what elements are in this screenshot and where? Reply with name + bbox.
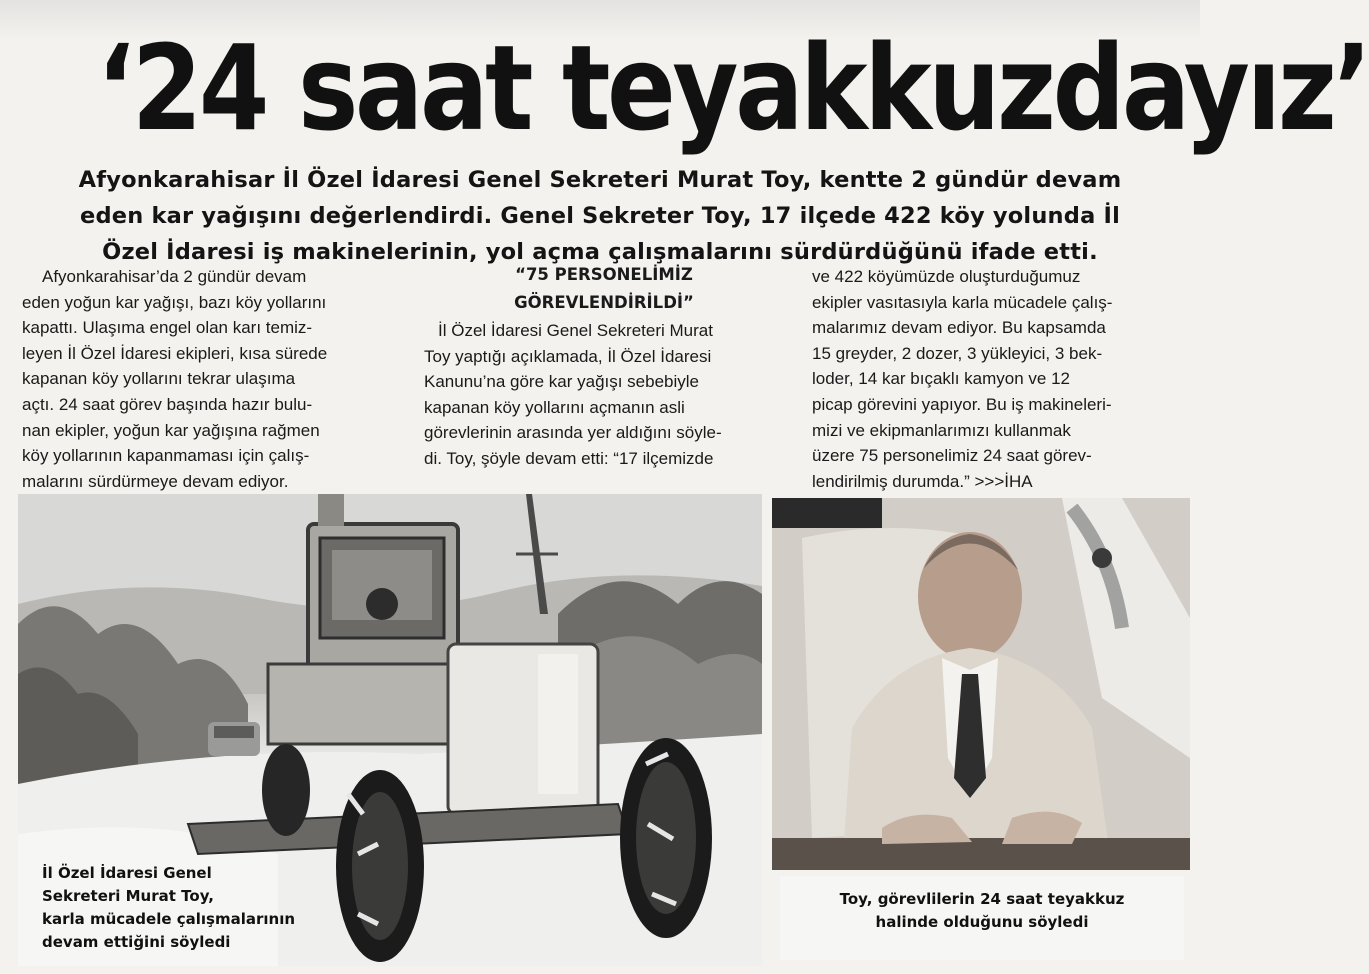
subheading-line: “75 PERSONELİMİZ — [515, 265, 693, 284]
body-line: mizi ve ekipmanlarımızı kullanmak — [812, 420, 1071, 440]
caption-line: karla mücadele çalışmalarının — [42, 910, 296, 928]
lead-line: Özel İdaresi iş makinelerinin, yol açma çalışmalarını sürdürdüğünü ifade etti. — [102, 239, 1098, 265]
body-line: di. Toy, şöyle devam etti: “17 ilçemizde — [424, 448, 714, 468]
article-column-3 — [812, 264, 1192, 494]
body-line: eden yoğun kar yağışı, bazı köy yollarını — [22, 292, 327, 312]
body-line: ekipler vasıtasıyla karla mücadele çalış- — [812, 292, 1113, 312]
body-line: açtı. 24 saat görev başında hazır bulu- — [22, 394, 313, 414]
body-line: görevlerinin arasında yer aldığını söyle- — [424, 423, 722, 443]
body-line: 15 greyder, 2 dozer, 3 yükleyici, 3 bek- — [812, 343, 1103, 363]
body-line: malarını sürdürmeye devam ediyor. — [22, 471, 289, 491]
article-column-2 — [418, 262, 790, 472]
body-line: İl Özel İdaresi Genel Sekreteri Murat — [438, 321, 713, 340]
body-line: lendirilmiş durumda.” >>>İHA — [812, 471, 1033, 491]
body-line: kapanan köy yollarını tekrar ulaşıma — [22, 369, 296, 389]
caption-line: Sekreteri Murat Toy, — [42, 887, 215, 905]
lead-line: eden kar yağışını değerlendirdi. Genel Sekreter Toy, 17 ilçede 422 köy yolunda İl — [80, 203, 1120, 229]
body-line: ve 422 köyümüzde oluşturduğumuz — [812, 267, 1081, 286]
official-portrait-photo — [772, 498, 1190, 870]
headline: ‘24 saat teyakkuzdayız’ — [96, 19, 1369, 157]
body-line: kapattı. Ulaşıma engel olan karı temiz- — [22, 318, 313, 338]
body-line: üzere 75 personelimiz 24 saat görev- — [812, 446, 1092, 466]
subheading-line: GÖREVLENDİRİLDİ” — [514, 293, 694, 312]
body-line: leyen İl Özel İdaresi ekipleri, kısa sürede — [22, 343, 328, 363]
body-line: Toy yaptığı açıklamada, İl Özel İdaresi — [424, 346, 712, 366]
photo1-caption — [42, 862, 295, 954]
caption-line: devam ettiğini söyledi — [42, 933, 231, 951]
article-column-1 — [22, 264, 372, 494]
body-line: kapanan köy yollarını açmanın asli — [424, 397, 685, 417]
body-line: nan ekipler, yoğun kar yağışına rağmen — [22, 420, 320, 440]
body-line: malarımız devam ediyor. Bu kapsamda — [812, 318, 1106, 338]
body-line: picap görevini yapıyor. Bu iş makineleri- — [812, 394, 1112, 414]
caption-line: halinde olduğunu söyledi — [875, 913, 1089, 931]
body-line: Kanunu’na göre kar yağışı sebebiyle — [424, 372, 700, 392]
body-line: köy yollarının kapanmaması için çalış- — [22, 446, 310, 466]
body-line: Afyonkarahisar’da 2 gündür devam — [42, 267, 307, 286]
body-line: loder, 14 kar bıçaklı kamyon ve 12 — [812, 369, 1070, 389]
photo2-caption — [780, 888, 1184, 934]
lead-line: Afyonkarahisar İl Özel İdaresi Genel Sekreteri Murat Toy, kentte 2 gündür devam — [78, 167, 1122, 193]
lead-paragraph — [20, 162, 1180, 270]
caption-line: İl Özel İdaresi Genel — [42, 864, 212, 882]
caption-line: Toy, görevlilerin 24 saat teyakkuz — [839, 890, 1125, 908]
